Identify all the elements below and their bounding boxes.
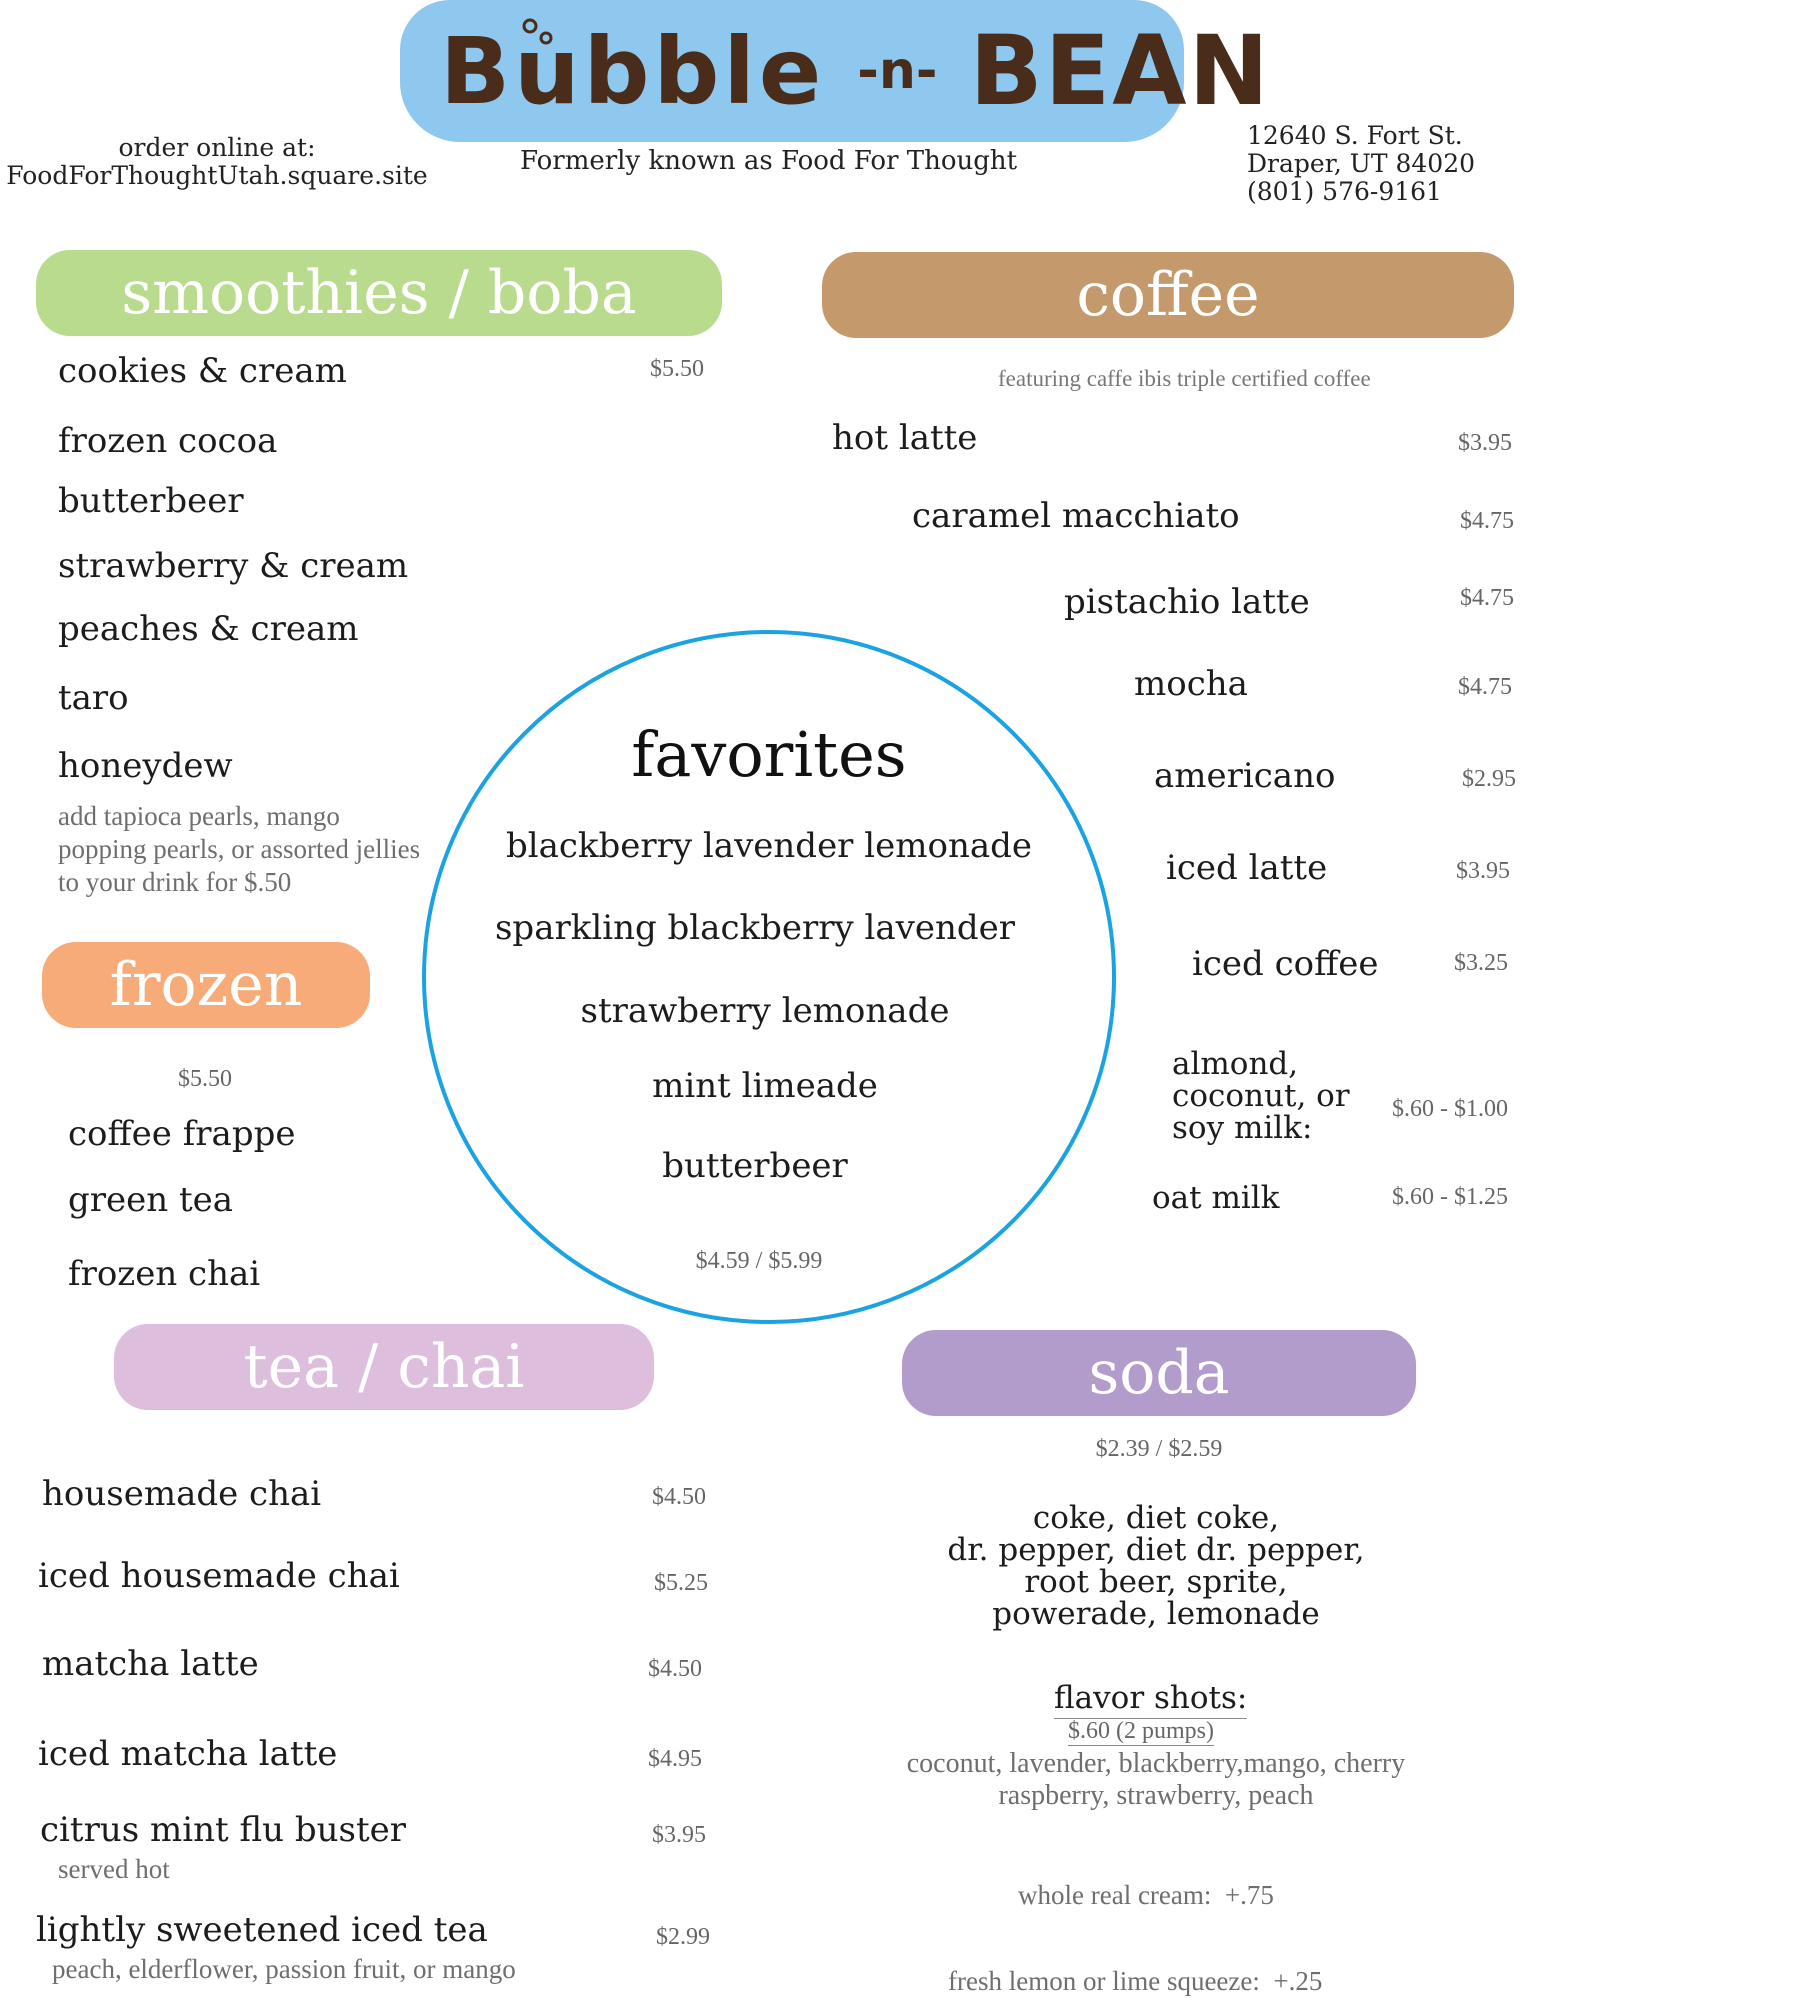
alt-milk-line: almond, <box>1172 1046 1299 1082</box>
smoothie-item: strawberry & cream <box>58 546 409 586</box>
alt-milk-price: $.60 - $1.00 <box>1392 1096 1508 1122</box>
logo-bean: BEAN <box>969 15 1271 127</box>
address-block <box>1247 122 1475 206</box>
order-label: order online at: <box>118 133 316 162</box>
alt-milk-label <box>1172 1048 1350 1144</box>
smoothie-item: butterbeer <box>58 481 244 521</box>
frozen-item: coffee frappe <box>68 1114 296 1154</box>
cream-addon: whole real cream: +.75 <box>1018 1880 1274 1910</box>
smoothie-item: peaches & cream <box>58 609 359 649</box>
alt-milk-line: soy milk: <box>1172 1110 1313 1146</box>
tea-price: $4.50 <box>652 1484 706 1510</box>
tea-item-note: served hot <box>58 1854 170 1884</box>
address-city: Draper, UT 84020 <box>1247 149 1476 178</box>
favorites-title: favorites <box>631 718 907 791</box>
tea-title: tea / chai <box>243 1332 525 1402</box>
soda-title: soda <box>1088 1338 1230 1408</box>
flavor-line: coconut, lavender, blackberry,mango, cherry <box>906 1748 1406 1779</box>
tea-item: lightly sweetened iced tea <box>36 1910 488 1950</box>
coffee-item: caramel macchiato <box>912 496 1240 536</box>
coffee-item: americano <box>1154 756 1336 796</box>
tea-item: iced matcha latte <box>38 1734 338 1774</box>
alt-milk-line: coconut, or <box>1172 1078 1350 1114</box>
smoothies-title: smoothies / boba <box>121 258 637 328</box>
frozen-title: frozen <box>109 950 303 1020</box>
smoothies-header <box>36 250 722 336</box>
soda-list <box>856 1502 1456 1630</box>
coffee-item: iced latte <box>1166 848 1328 888</box>
frozen-item: frozen chai <box>68 1254 261 1294</box>
frozen-price: $5.50 <box>178 1066 232 1092</box>
squeeze-addon: fresh lemon or lime squeeze: +.25 <box>948 1966 1323 1996</box>
favorite-item: strawberry lemonade <box>580 991 950 1031</box>
smoothie-item: honeydew <box>58 746 233 786</box>
address-street: 12640 S. Fort St. <box>1247 121 1463 150</box>
coffee-price: $3.95 <box>1456 858 1510 884</box>
favorite-item: mint limeade <box>652 1066 878 1106</box>
smoothie-item: cookies & cream <box>58 351 347 391</box>
tea-item-note: peach, elderflower, passion fruit, or mango <box>52 1954 516 1984</box>
oat-milk-price: $.60 - $1.25 <box>1392 1184 1508 1210</box>
favorite-item: blackberry lavender lemonade <box>505 826 1033 866</box>
tea-price: $3.95 <box>652 1822 706 1848</box>
tea-item: matcha latte <box>42 1644 259 1684</box>
bubble-dots-icon <box>520 16 560 56</box>
smoothie-item: taro <box>58 678 129 718</box>
logo-connector: -n- <box>857 41 938 101</box>
coffee-item: mocha <box>1134 664 1248 704</box>
coffee-item: iced coffee <box>1192 944 1379 984</box>
tea-price: $4.50 <box>648 1656 702 1682</box>
coffee-subtitle: featuring caffe ibis triple certified coffee <box>998 366 1371 391</box>
tea-header <box>114 1324 654 1410</box>
flavor-line: raspberry, strawberry, peach <box>998 1780 1314 1811</box>
coffee-price: $4.75 <box>1458 674 1512 700</box>
tea-price: $2.99 <box>656 1924 710 1950</box>
coffee-item: pistachio latte <box>1064 582 1310 622</box>
frozen-item: green tea <box>68 1180 234 1220</box>
soda-line: dr. pepper, diet dr. pepper, <box>947 1532 1365 1568</box>
flavor-shots-list <box>856 1748 1456 1812</box>
coffee-price: $3.25 <box>1454 950 1508 976</box>
frozen-header <box>42 942 370 1028</box>
favorite-item: sparkling blackberry lavender <box>494 908 1016 948</box>
soda-price: $2.39 / $2.59 <box>1095 1436 1223 1462</box>
soda-line: root beer, sprite, <box>1024 1564 1288 1600</box>
coffee-price: $4.75 <box>1460 585 1514 611</box>
coffee-header <box>822 252 1514 338</box>
tea-item: citrus mint flu buster <box>40 1810 406 1850</box>
logo-bubble: Bubble <box>440 17 826 125</box>
logo-text <box>440 16 1271 126</box>
favorite-item: butterbeer <box>662 1146 848 1186</box>
tea-item: iced housemade chai <box>38 1556 400 1596</box>
coffee-price: $2.95 <box>1462 766 1516 792</box>
oat-milk-label: oat milk <box>1152 1180 1280 1216</box>
coffee-price: $3.95 <box>1458 430 1512 456</box>
flavor-shots-title: flavor shots: <box>1054 1680 1247 1719</box>
coffee-item: hot latte <box>832 418 978 458</box>
order-link[interactable]: FoodForThoughtUtah.square.site <box>6 161 428 190</box>
smoothie-item: frozen cocoa <box>58 421 278 461</box>
coffee-title: coffee <box>1076 260 1260 330</box>
order-online <box>0 134 434 190</box>
soda-line: powerade, lemonade <box>992 1596 1320 1632</box>
phone-number: (801) 576-9161 <box>1247 177 1442 206</box>
soda-header <box>902 1330 1416 1416</box>
tagline: Formerly known as Food For Thought <box>520 146 1018 176</box>
smoothies-price: $5.50 <box>650 356 704 382</box>
tea-price: $4.95 <box>648 1746 702 1772</box>
flavor-shots-price: $.60 (2 pumps) <box>1068 1718 1214 1744</box>
favorites-price: $4.59 / $5.99 <box>695 1248 823 1274</box>
coffee-price: $4.75 <box>1460 508 1514 534</box>
smoothies-addon-note: add tapioca pearls, mango popping pearls, or assorted jellies to your drink for $.50 <box>58 801 421 897</box>
tea-price: $5.25 <box>654 1570 708 1596</box>
tea-item: housemade chai <box>42 1474 322 1514</box>
soda-line: coke, diet coke, <box>1032 1500 1280 1536</box>
